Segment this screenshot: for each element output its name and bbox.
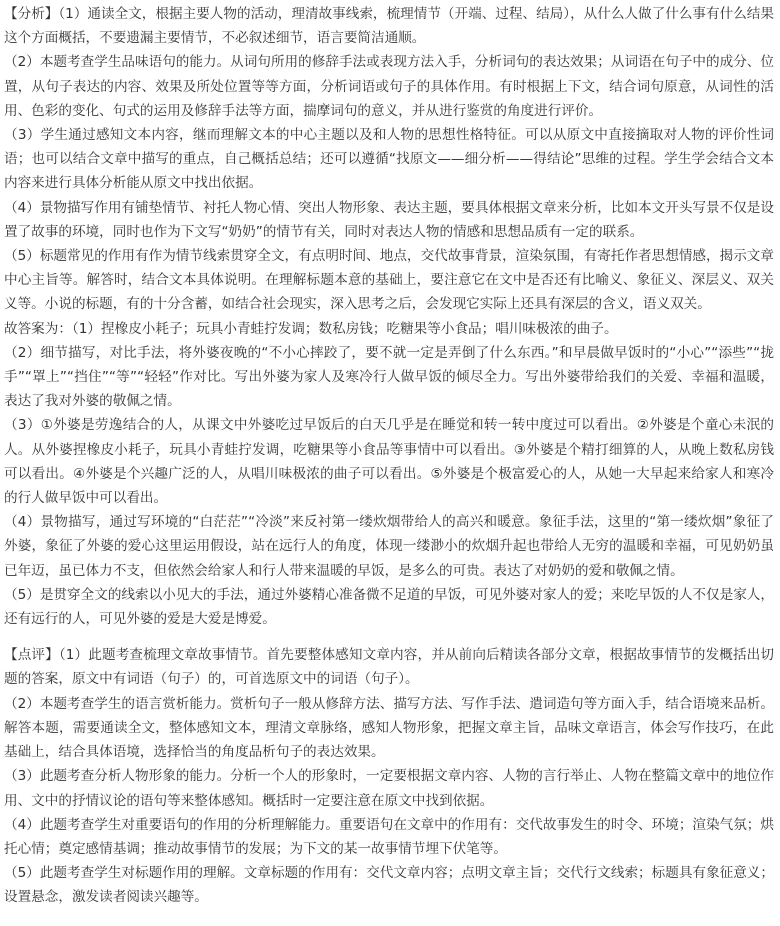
answer-paragraph-5: （5）是贯穿全文的线索以小见大的手法，通过外婆精心准备微不足道的早饭，可见外婆对家人的爱；来吃早饭的人不仅是家人，还有远行的人，可见外婆的爱是大爱是博爱。: [4, 586, 774, 628]
answer-section: [4, 317, 774, 632]
analysis-paragraph-2: （2）本题考查学生品味语句的能力。从词句所用的修辞手法或表现方法入手，分析词句的表达效果；从词语在句子中的成分、位置，从句子表达的内容、效果及所处位置等等方面，分析词语或句子的具体作用。有时根据上下文，结合词句原意，从词性的活用、色彩的变化、句式的运用及修辞手法等方面，揣摩词句的意义，并从进行鉴赏的角度进行评价。: [4, 54, 774, 119]
comment-paragraph-1: 【点评】（1）此题考查梳理文章故事情节。首先要整体感知文章内容，并从前向后精读各部分文章，根据故事情节的发概括出切题的答案，原文中有词语（句子）的，可首选原文中的词语（句子）。: [4, 647, 774, 688]
comment-paragraph-5: （5）此题考查学生对标题作用的理解。文章标题的作用有：交代文章内容；点明文章主旨；交代行文线索；标题具有象征意义；设置悬念，激发读者阅读兴趣等。: [4, 865, 774, 906]
comment-paragraph-3: （3）此题考查分析人物形象的能力。分析一个人的形象时，一定要根据文章内容、人物的言行举止、人物在整篇文章中的地位作用、文中的抒情议论的语句等来整体感知。概括时一定要注意在原文中找到依据。: [4, 768, 774, 809]
section-spacer: [4, 631, 774, 643]
analysis-paragraph-3: （3）学生通过感知文本内容，继而理解文本的中心主题以及和人物的思想性格特征。可以从原文中直接摘取对人物的评价性词语；也可以结合文章中描写的重点，自己概括总结；还可以遵循“找原文——细分析——得结论”思维的过程。学生学会结合文本内容来进行具体分析能从原文中找出依据。: [4, 127, 774, 192]
analysis-section: [4, 2, 774, 317]
answer-paragraph-4: （4）景物描写，通过写环境的“白茫茫”“冷淡”来反衬第一缕炊烟带给人的高兴和暖意。象征手法，这里的“第一缕炊烟”象征了外婆，象征了外婆的爱心这里运用假设，站在远行人的角度，体现一缕渺小的炊烟升起也带给人无穷的温暖和幸福，可见奶奶虽已年迈，虽已体力不支，但依然会给家人和行人带来温暖的早饭，是多么的可贵。表达了对奶奶的爱和敬佩之情。: [4, 514, 774, 579]
comment-section: [4, 643, 774, 909]
comment-paragraph-4: （4）此题考查学生对重要语句的作用的分析理解能力。重要语句在文章中的作用有：交代故事发生的时令、环境；渲染气氛；烘托心情；奠定感情基调；推动故事情节的发展；为下文的某一故事情节埋下伏笔等。: [4, 816, 774, 857]
answer-paragraph-1: 故答案为：（1）捏橡皮小耗子；玩具小青蛙拧发调；数私房钱；吃糖果等小食品；唱川味极浓的曲子。: [4, 320, 618, 337]
analysis-paragraph-4: （4）景物描写作用有铺垫情节、衬托人物心情、突出人物形象、表达主题，要具体根据文章来分析，比如本文开头写景不仅是设置了故事的环境，同时也作为下文写“奶奶”的情节有关，同时对表达人物的情感和思想品质有一定的联系。: [4, 199, 774, 240]
answer-paragraph-3: （3）①外婆是劳逸结合的人，从课文中外婆吃过早饭后的白天几乎是在睡觉和转一转中度过可以看出。②外婆是个童心未泯的人。从外婆捏橡皮小耗子，玩具小青蛙拧发调，吃糖果等小食品等事情中可以看出。③外婆是个精打细算的人，从晚上数私房钱可以看出。④外婆是个兴趣广泛的人，从唱川味极浓的曲子可以看出。⑤外婆是个极富爱心的人，从她一大早起来给家人和寒冷的行人做早饭中可以看出。: [4, 417, 774, 507]
analysis-paragraph-5: （5）标题常见的作用有作为情节线索贯穿全文，有点明时间、地点，交代故事背景，渲染氛围，有寄托作者思想情感，揭示文章中心主旨等。解答时，结合文本具体说明。在理解标题本意的基础上，要注意它在文中是否还有比喻义、象征义、深层义、双关义等。小说的标题，有的十分含蓄，如结合社会现实，深入思考之后，会发现它实际上还具有深层的含义，语义双关。: [4, 248, 774, 313]
analysis-paragraph-1: 【分析】（1）通读全文，根据主要人物的活动，理清故事线索，梳理情节（开端、过程、结局），从什么人做了什么事有什么结果这个方面概括，不要遗漏主要情节，不必叙述细节，语言要简洁通顺。: [4, 6, 774, 47]
answer-paragraph-2: （2）细节描写，对比手法，将外婆夜晚的“不小心摔跤了，要不就一定是弄倒了什么东西。”和早晨做早饭时的“小心”“添些”“拢手”“罩上”“挡住”“等”“轻轻”作对比。写出外婆为家人及寒冷行人做早饭的倾尽全力。写出外婆带给我们的关爱、幸福和温暖，表达了我对外婆的敬佩之情。: [4, 344, 774, 410]
comment-paragraph-2: （2）本题考查学生的语言赏析能力。赏析句子一般从修辞方法、描写方法、写作手法、遣词造句等方面入手，结合语境来品析。解答本题，需要通读全文，整体感知文本，理清文章脉络，感知人物形象，把握文章主旨，品味文章语言，体会写作技巧，在此基础上，结合具体语境，选择恰当的角度品析句子的表达效果。: [4, 695, 774, 761]
